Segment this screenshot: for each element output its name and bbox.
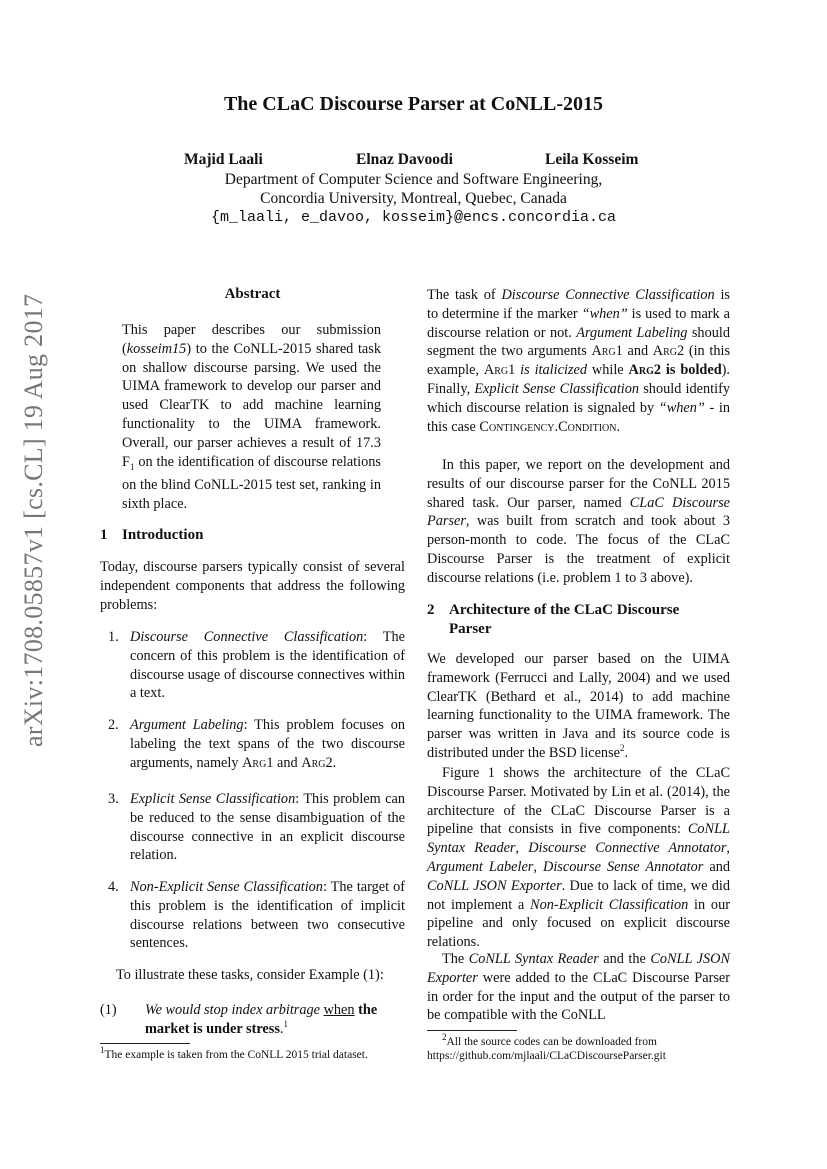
- author-name: Elnaz Davoodi: [356, 151, 453, 168]
- section-heading-introduction: [100, 526, 405, 545]
- body-text: The task of: [427, 287, 502, 303]
- list-item-text: : This problem focuses on labeling the text spans of the two discourse arguments, namely: [130, 717, 405, 771]
- separator: ,: [533, 858, 543, 875]
- list-item-term: Argument Labeling: [130, 717, 244, 733]
- body-text: and: [622, 343, 653, 360]
- body-text: (in this example,: [427, 343, 731, 379]
- example-arg2: the market is under stress: [145, 1002, 378, 1037]
- arg2-label: Arg2: [628, 362, 662, 379]
- example-sentence: [145, 1001, 405, 1039]
- list-item-label: 2.: [108, 717, 119, 733]
- task-name: Explicit Sense Classification: [474, 380, 640, 397]
- footnote-text: All the source codes can be downloaded from: [446, 1036, 657, 1048]
- intro-paragraph: [100, 558, 405, 614]
- example-label: (1): [100, 1002, 117, 1018]
- component-name: CoNLL Syntax Reader: [468, 951, 599, 967]
- list-item-term: Explicit Sense Classification: [130, 791, 296, 807]
- list-item: [108, 790, 405, 865]
- footnote-mark: 2: [442, 1032, 447, 1043]
- body-text: were added to the CLaC Discourse Parser in order for the input and the output of the parser to be compatible with the CoNLL: [427, 969, 730, 1024]
- section-number: 1: [100, 527, 108, 543]
- body-text: is used to mark a discourse relation or not.: [427, 305, 730, 341]
- component-name: CoNLL JSON Exporter: [427, 951, 730, 986]
- arg1-label: Arg1: [591, 343, 623, 360]
- component-name: Discourse Sense Annotator: [543, 858, 704, 875]
- task-name: Argument Labeling: [576, 324, 688, 341]
- separator: ,: [515, 840, 529, 857]
- intro-text: Today, discourse parsers typically consist of several independent components that address the following problems:: [100, 559, 405, 613]
- paper-title: The CLaC Discourse Parser at CoNLL-2015: [223, 93, 604, 115]
- abstract-body: [122, 321, 381, 514]
- abstract-text: on the identification of discourse relations on the blind CoNLL-2015 test set, ranking in sixth place.: [122, 453, 381, 513]
- section-heading-architecture: [427, 601, 730, 639]
- arch-paragraph-1: [427, 650, 730, 763]
- arg2-label: Arg2: [652, 343, 685, 360]
- list-item-text: .: [332, 754, 337, 771]
- affiliation-department: Department of Computer Science and Software Engineering,: [224, 171, 603, 188]
- abstract-text: ) to the CoNLL-2015 shared task on shallow discourse parsing. We used the UIMA framework to develop our parser and used ClearTK to add machine learning functionality to the UIMA framework. Overall, our parser achieves a result of 17.3 F: [122, 340, 381, 470]
- list-item: [108, 628, 405, 703]
- body-text: Figure 1 shows the architecture of the CLaC Discourse Parser. Motivated by Lin et al. (2014), the architecture of the CLaC Discourse Parser is a pipeline that consists in five components:: [427, 765, 730, 838]
- body-text: is to determine if the marker: [427, 287, 730, 322]
- author-emails: {m_laali, e_davoo, kosseim}@encs.concordia.ca: [210, 209, 617, 226]
- body-text: should segment the two arguments: [427, 324, 730, 360]
- right-paragraph-1: [427, 286, 730, 436]
- list-item-text: : The concern of this problem is the identification of discourse usage of discourse connectives within a text.: [130, 629, 405, 702]
- footnote-2: [427, 1032, 730, 1063]
- footnote-rule: [100, 1043, 190, 1044]
- arxiv-identifier: arXiv:1708.05857v1 [cs.CL] 19 Aug 2017: [19, 293, 48, 747]
- list-item-label: 3.: [108, 791, 119, 807]
- list-item-term: Non-Explicit Sense Classification: [130, 879, 323, 895]
- body-text: .: [616, 418, 621, 435]
- example-connective: when: [323, 1002, 355, 1018]
- list-item: [108, 716, 405, 772]
- body-text: , was built from scratch and took about 3 person-month to code. The focus of the CLaC Discourse Parser is the treatment of explicit discourse relations (i.e. problem 1 to 3 above).: [427, 513, 730, 586]
- footnote-ref: 1: [283, 1019, 288, 1030]
- submission-name: kosseim15: [126, 340, 187, 357]
- component-name: CoNLL JSON Exporter: [427, 877, 562, 894]
- affiliation-university: Concordia University, Montreal, Quebec, Canada: [260, 190, 567, 207]
- body-text: In this paper, we report on the development and results of our discourse parser for the CoNLL 2015 shared task. Our parser, named: [427, 457, 730, 511]
- task-name: Discourse Connective Classification: [501, 287, 715, 303]
- component-name: Discourse Connective Annotator: [528, 840, 727, 857]
- section-number: 2: [427, 602, 435, 618]
- parser-name: CLaC Discourse Parser: [427, 494, 730, 530]
- separator: ,: [726, 840, 730, 857]
- right-paragraph-2: [427, 456, 730, 588]
- body-text: - in this case: [427, 399, 731, 435]
- list-item-term: Discourse Connective Classification: [130, 629, 364, 645]
- body-text: in our pipeline and only focused on explicit discourse relations.: [427, 896, 730, 951]
- body-text: while: [587, 362, 629, 379]
- arch-paragraph-3: [427, 950, 730, 1025]
- arg2-label: Arg2: [301, 754, 333, 771]
- component-name: Argument Labeler: [427, 858, 534, 875]
- body-text: ). Finally,: [427, 362, 731, 397]
- body-text: We developed our parser based on the UIMA framework (Ferrucci and Lally, 2004) and we used ClearTK (Bethard et al., 2014) to add machine learning functionality to the UIMA framework. The parser was written in Java and its source code is distributed under the BSD license: [427, 651, 730, 761]
- example-intro: To illustrate these tasks, consider Example (1):: [116, 967, 384, 983]
- separator: and: [703, 858, 731, 875]
- list-item-text: : The target of this problem is the identification of implicit discourse relations between two consecutive sentences.: [130, 879, 405, 952]
- arch-paragraph-2: [427, 764, 730, 952]
- footnote-text: The example is taken from the CoNLL 2015 trial dataset.: [104, 1049, 368, 1061]
- footnote-url[interactable]: https://github.com/mjlaali/CLaCDiscourseParser.git: [427, 1050, 666, 1062]
- list-item-label: 1.: [108, 629, 119, 645]
- marker-quote: “when”: [581, 305, 628, 322]
- emphasis: is bolded: [665, 362, 722, 379]
- section-title-cont: Parser: [449, 621, 492, 637]
- body-text: should identify which discourse relation is signaled by: [427, 380, 730, 416]
- section-title: Introduction: [122, 527, 204, 543]
- list-item-text: and: [273, 754, 302, 771]
- abstract-heading: Abstract: [224, 286, 281, 302]
- footnote-mark: 1: [100, 1045, 105, 1056]
- example-end: .: [279, 1020, 284, 1037]
- list-item: [108, 878, 405, 953]
- marker-quote: “when”: [658, 399, 705, 416]
- body-text: and the: [598, 951, 651, 967]
- footnote-1: [100, 1045, 405, 1062]
- body-text: .: [624, 744, 629, 761]
- section-title: Architecture of the CLaC Discourse: [449, 602, 680, 618]
- author-name: Majid Laali: [184, 151, 263, 168]
- component-name: Non-Explicit Classification: [530, 896, 689, 913]
- footnote-ref: 2: [619, 743, 625, 754]
- list-item-text: : This problem can be reduced to the sense disambiguation of the discourse connective in an explicit discourse relation.: [130, 791, 405, 864]
- arg1-label: Arg1: [242, 754, 274, 771]
- example-arg1: We would stop index arbitrage: [145, 1002, 320, 1018]
- abstract-text: This paper describes our submission (: [122, 322, 381, 357]
- component-name: CoNLL Syntax Reader: [427, 821, 730, 857]
- author-name: Leila Kosseim: [545, 151, 639, 168]
- f1-subscript: 1: [129, 461, 135, 472]
- list-item-label: 4.: [108, 879, 119, 895]
- body-text: . Due to lack of time, we did not implement a: [427, 877, 730, 913]
- footnote-rule: [427, 1030, 517, 1031]
- emphasis: is italicized: [520, 362, 587, 379]
- body-text: The: [442, 951, 469, 967]
- sense-label: Contingency.Condition: [479, 418, 617, 435]
- arg1-label: Arg1: [483, 362, 516, 379]
